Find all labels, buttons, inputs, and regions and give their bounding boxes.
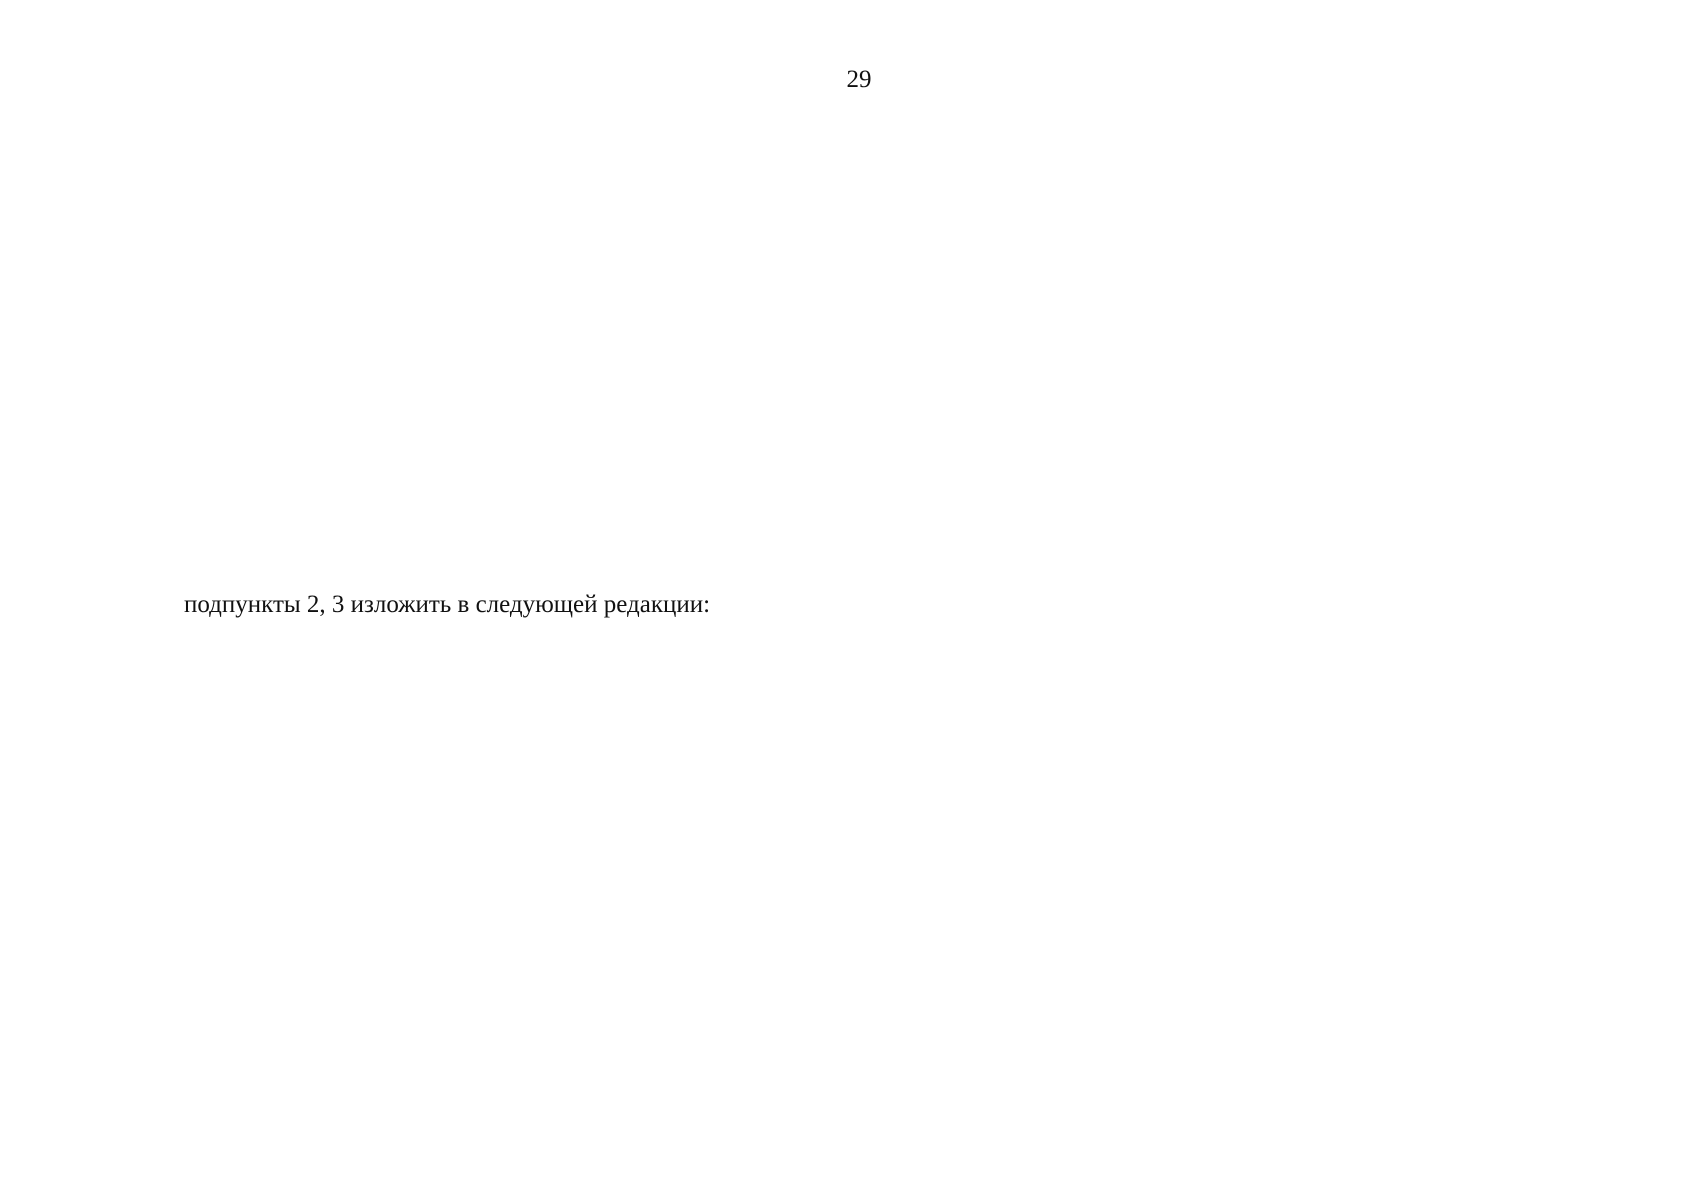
instruction-text: подпункты 2, 3 изложить в следующей редакции: [184, 591, 711, 618]
page-number: 29 [846, 66, 872, 93]
